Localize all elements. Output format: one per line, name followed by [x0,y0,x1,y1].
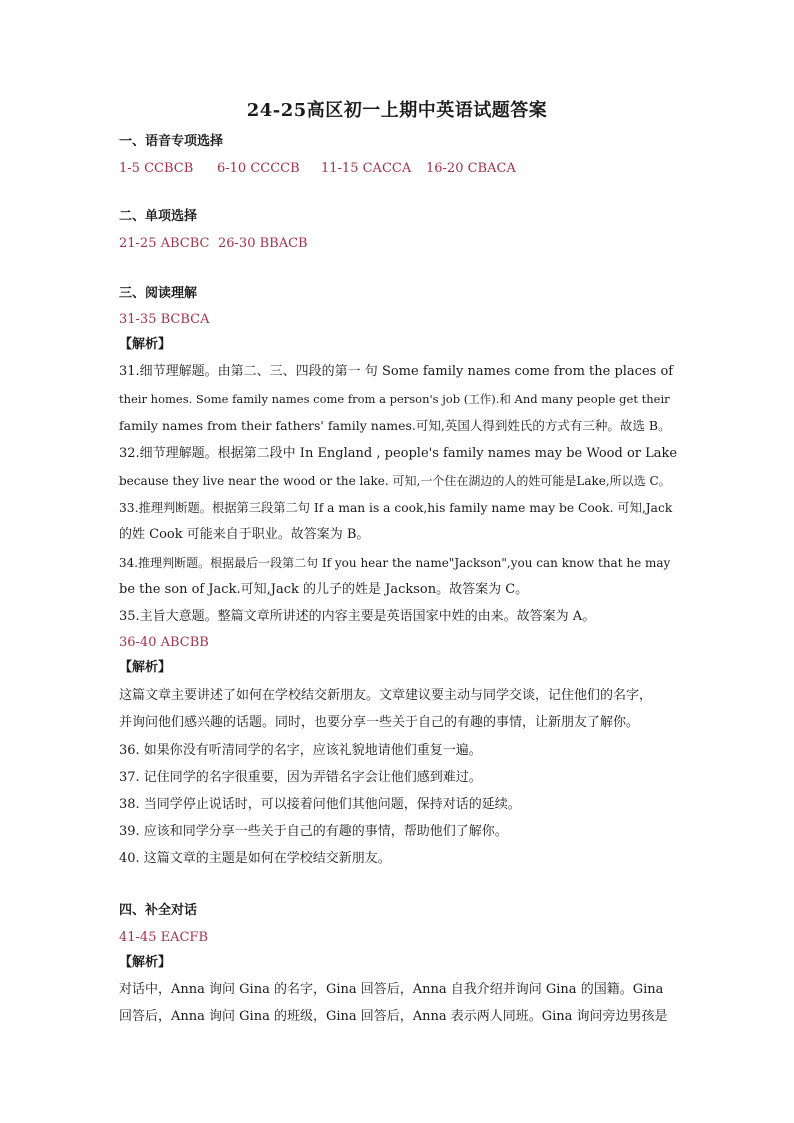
answer-row-4: 41-45 EACFB [119,930,209,945]
answer-group: 26-30 BBACB [218,236,308,251]
answer-row-3b: 36-40 ABCBB [119,635,209,650]
answer-group: 21-25 ABCBC [119,236,210,251]
analysis-line: their homes. Some family names come from a person's job (工作).和 And many people get their [119,392,670,406]
analysis-line: 35.主旨大意题。整篇文章所讲述的内容主要是英语国家中姓的由来。故答案为 A。 [119,609,596,624]
section-heading-3: 三、阅读理解 [119,286,198,301]
answer-group: 6-10 CCCCB [217,161,300,176]
analysis-line: be the son of Jack.可知,Jack 的儿子的姓是 Jackson。故答案为 C。 [119,582,529,597]
answer-group: 1-5 CCBCB [119,161,194,176]
analysis-line: 39. 应该和同学分享一些关于自己的有趣的事情，帮助他们了解你。 [119,824,508,839]
analysis-line: 40. 这篇文章的主题是如何在学校结交新朋友。 [119,851,391,866]
analysis-line: 这篇文章主要讲述了如何在学校结交新朋友。文章建议要主动与同学交谈，记住他们的名字， [119,688,653,703]
section-heading-4: 四、补全对话 [119,903,198,918]
answer-row-3a: 31-35 BCBCA [119,312,210,327]
analysis-line: family names from their fathers' family names.可知,英国人得到姓氏的方式有三种。故选 B。 [119,418,671,433]
analysis-line: 36. 如果你没有听清同学的名字，应该礼貌地请他们重复一遍。 [119,743,482,758]
analysis-line: 33.推理判断题。根据第三段第二句 If a man is a cook,his family name may be Cook. 可知,Jack [119,501,673,515]
answer-group: 11-15 CACCA [321,161,412,176]
answer-group: 16-20 CBACA [426,161,516,176]
analysis-line: 34.推理判断题。根据最后一段第二句 If you hear the name"Jackson",you can know that he may [119,556,671,570]
analysis-line: 31.细节理解题。由第二、三、四段的第一 句 Some family names come from the places of [119,364,674,379]
analysis-line: 38. 当同学停止说话时，可以接着问他们其他问题，保持对话的延续。 [119,797,521,812]
analysis-tag: 【解析】 [119,955,172,970]
analysis-tag: 【解析】 [119,337,172,352]
analysis-line: 对话中，Anna 询问 Gina 的名字，Gina 回答后，Anna 自我介绍并询问 Gina 的国籍。Gina [119,982,664,997]
analysis-line: 32.细节理解题。根据第二段中 In England , people's family names may be Wood or Lake [119,446,678,461]
analysis-line: 37. 记住同学的名字很重要，因为弄错名字会让他们感到难过。 [119,770,482,785]
section-heading-2: 二、单项选择 [119,209,198,224]
answer-row-2 [119,236,308,252]
page-title: 24-25高区初一上期中英语试题答案 [246,100,548,121]
analysis-line: 的姓 Cook 可能来自于职业。故答案为 B。 [119,527,370,542]
analysis-line: 并询问他们感兴趣的话题。同时，也要分享一些关于自己的有趣的事情，让新朋友了解你。 [119,715,640,730]
analysis-tag: 【解析】 [119,660,172,675]
section-heading-1: 一、语音专项选择 [119,134,224,149]
analysis-line: because they live near the wood or the lake. 可知,一个住在湖边的人的姓可能是Lake,所以选 C。 [119,474,671,488]
analysis-line: 回答后，Anna 询问 Gina 的班级，Gina 回答后，Anna 表示两人同班。Gina 询问旁边男孩是 [119,1009,668,1024]
answer-row-1 [119,161,516,177]
